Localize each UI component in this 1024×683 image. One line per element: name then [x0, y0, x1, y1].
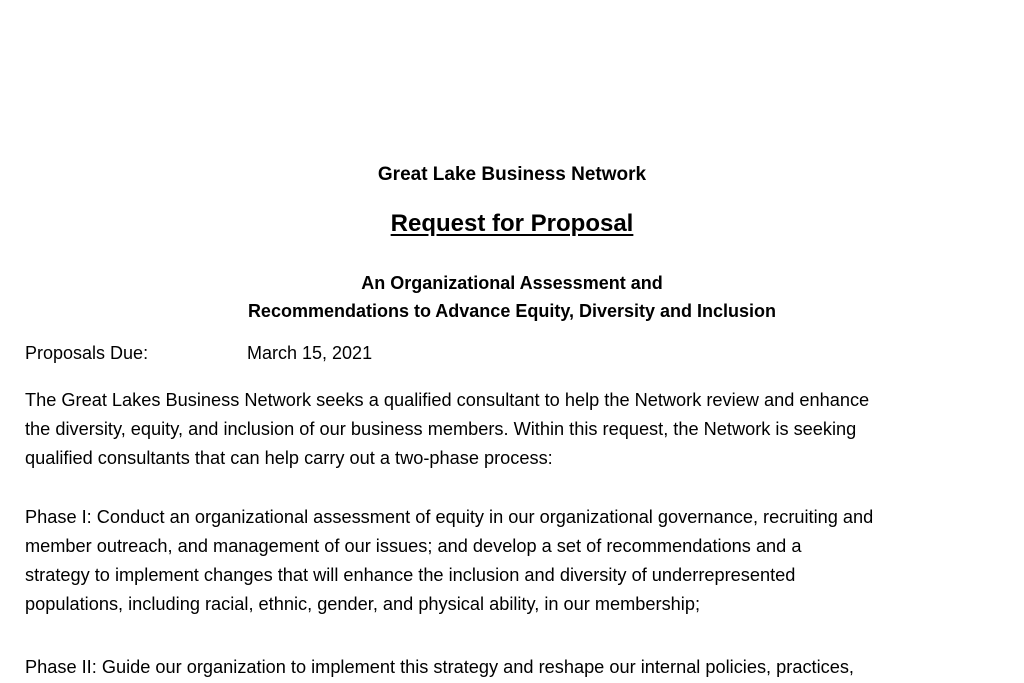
subtitle-line: Recommendations to Advance Equity, Diversity and Inclusion — [247, 301, 777, 321]
document-title: Request for Proposal — [390, 210, 634, 237]
proposals-due-date: March 15, 2021 — [247, 343, 373, 363]
intro-paragraph — [25, 386, 1000, 473]
phase-1-paragraph — [25, 503, 1000, 619]
phase-2-paragraph — [25, 653, 1000, 682]
document-subtitle — [0, 269, 1024, 325]
subtitle-line: An Organizational Assessment and — [361, 273, 663, 293]
paragraph-line: qualified consultants that can help carry out a two-phase process: — [25, 448, 553, 468]
paragraph-line: strategy to implement changes that will enhance the inclusion and diversity of underrepresented — [25, 565, 796, 585]
paragraph-line: the diversity, equity, and inclusion of our business members. Within this request, the Network is seeking — [25, 419, 857, 439]
proposals-due-label: Proposals Due: — [25, 343, 149, 363]
paragraph-line: Phase II: Guide our organization to implement this strategy and reshape our internal policies, practices, — [25, 657, 854, 677]
paragraph-line: The Great Lakes Business Network seeks a qualified consultant to help the Network review and enhance — [25, 390, 870, 410]
paragraph-line: Phase I: Conduct an organizational assessment of equity in our organizational governance, recruiting and — [25, 507, 874, 527]
organization-name: Great Lake Business Network — [377, 164, 647, 185]
paragraph-line: populations, including racial, ethnic, gender, and physical ability, in our membership; — [25, 594, 701, 614]
paragraph-line: member outreach, and management of our issues; and develop a set of recommendations and a — [25, 536, 802, 556]
